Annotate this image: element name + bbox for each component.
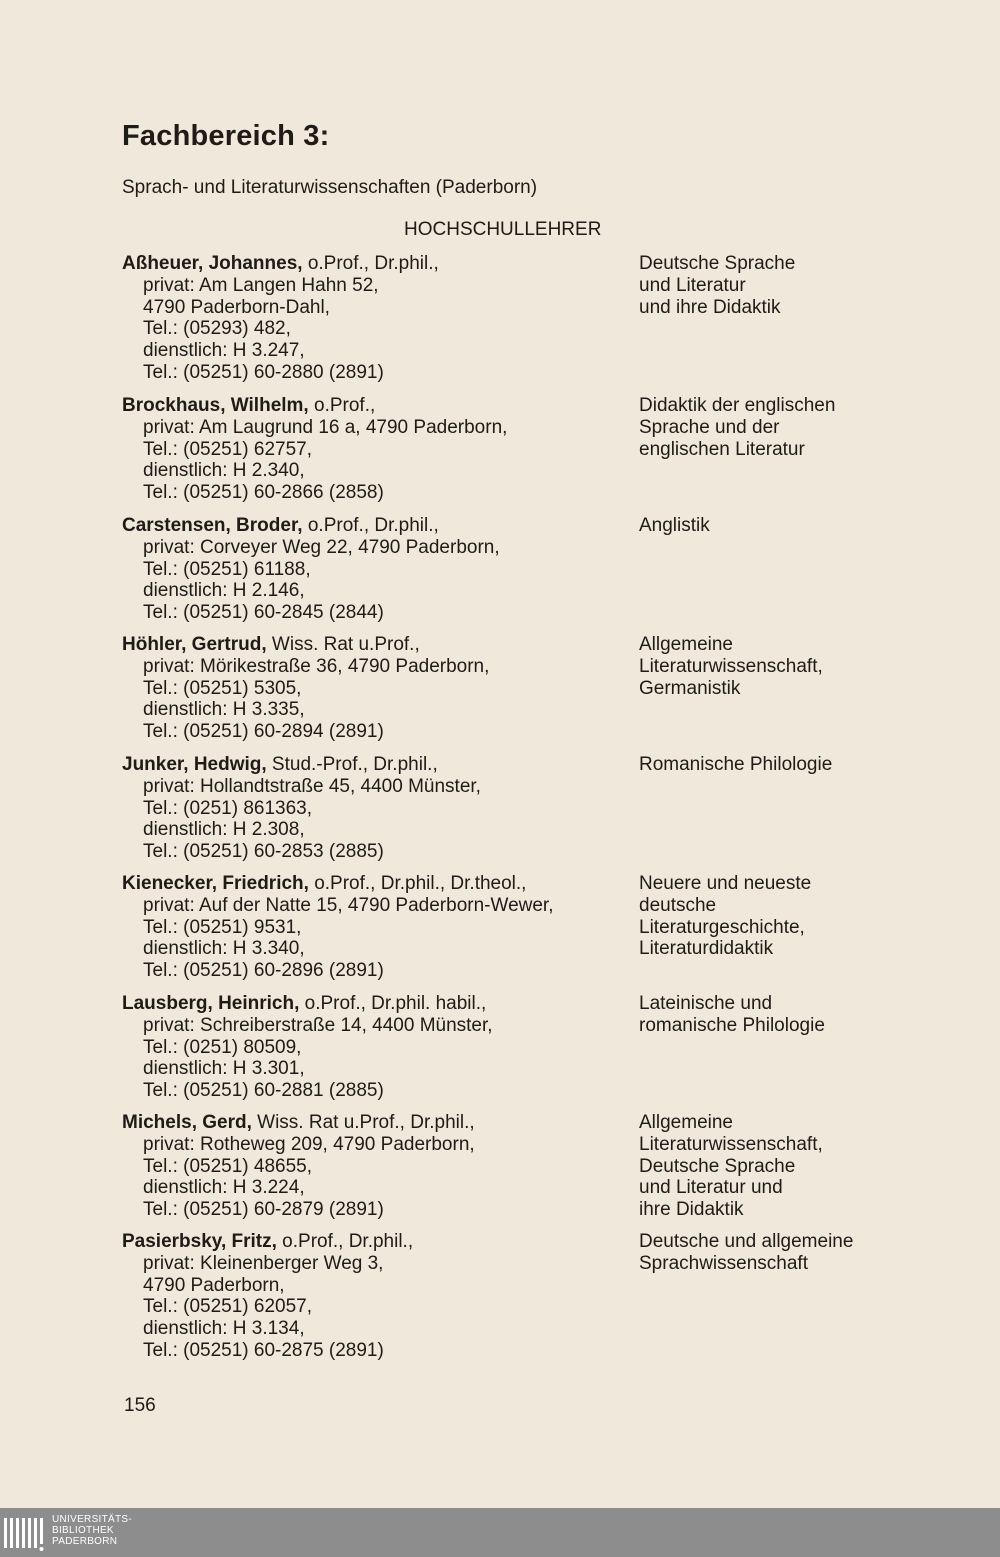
entry-name: Michels, Gerd, [122,1112,252,1133]
entry-title: o.Prof., Dr.phil. habil., [299,993,487,1014]
entry-field [639,1231,889,1275]
entry-line: 4790 Paderborn, [143,1274,285,1296]
field-line: Deutsche Sprache [639,1155,796,1177]
entry-line: dienstlich: H 3.134, [143,1318,305,1340]
entry-header [122,754,632,776]
entry-details [122,754,632,863]
entry-line: dienstlich: H 3.301, [143,1058,305,1080]
field-line: Lateinische und [639,993,773,1014]
entry-line: Tel.: (05251) 60-2880 (2891) [143,361,384,383]
library-name-line: UNIVERSITÄTS- [52,1514,133,1525]
entry-field [639,993,889,1037]
field-line: Allgemeine [639,634,733,655]
entry-line: dienstlich: H 2.308, [143,819,305,841]
entry-title: Stud.-Prof., Dr.phil., [266,754,438,775]
entry-line: Tel.: (05251) 61188, [143,558,311,580]
field-line: Germanistik [639,677,741,699]
entry-line: privat: Kleinenberger Weg 3, [143,1252,384,1274]
entry-title: o.Prof., Dr.phil., [276,1231,414,1252]
field-line: und Literatur und [639,1177,783,1199]
entry-line: privat: Schreiberstraße 14, 4400 Münster, [143,1014,493,1036]
entry-line: Tel.: (0251) 861363, [143,797,313,819]
entry-line: Tel.: (05251) 60-2853 (2885) [143,841,384,863]
field-line: Deutsche Sprache [639,253,796,274]
entry-name: Pasierbsky, Fritz, [122,1231,277,1252]
field-line: Literaturwissenschaft, [639,1133,823,1155]
field-line: und ihre Didaktik [639,296,781,318]
entry-line: Tel.: (05251) 60-2866 (2858) [143,482,384,504]
field-line: Sprachwissenschaft [639,1252,808,1274]
entry-line: privat: Am Langen Hahn 52, [143,274,379,296]
entry-field [639,395,889,460]
entry-line: dienstlich: H 3.335, [143,699,305,721]
entry-name: Aßheuer, Johannes, [122,253,303,274]
entry-field [639,1112,889,1221]
entry-line: privat: Corveyer Weg 22, 4790 Paderborn, [143,536,500,558]
field-line: englischen Literatur [639,438,805,460]
entry-title: o.Prof., [308,395,376,416]
entry-details [122,1112,632,1221]
entry-name: Brockhaus, Wilhelm, [122,395,309,416]
entry-line: privat: Mörikestraße 36, 4790 Paderborn, [143,655,490,677]
entry-title: o.Prof., Dr.phil., Dr.theol., [308,873,527,894]
field-line: ihre Didaktik [639,1199,744,1221]
entry-header [122,395,632,417]
entry-title: o.Prof., Dr.phil., [302,253,439,274]
entry-line: Tel.: (05251) 60-2894 (2891) [143,721,384,743]
entry-field [639,515,889,537]
field-line: Romanische Philologie [639,754,833,775]
field-line: und Literatur [639,274,746,296]
entry-line: Tel.: (05251) 5305, [143,677,302,699]
entry-line: Tel.: (0251) 80509, [143,1036,302,1058]
entry-line: dienstlich: H 3.224, [143,1177,305,1199]
entry-line: Tel.: (05251) 62057, [143,1296,313,1318]
entry-details [122,253,632,384]
entry-name: Carstensen, Broder, [122,515,303,536]
entry-header [122,515,632,537]
field-line: Literaturdidaktik [639,938,774,960]
entry-details [122,1231,632,1362]
entry-name: Junker, Hedwig, [122,754,267,775]
entry-line: privat: Auf der Natte 15, 4790 Paderborn-Wewer, [143,894,554,916]
entry-line: privat: Am Laugrund 16 a, 4790 Paderborn, [143,416,508,438]
entry-line: Tel.: (05251) 60-2875 (2891) [143,1339,384,1361]
entry-header [122,253,632,275]
entry-name: Kienecker, Friedrich, [122,873,309,894]
library-name [52,1514,132,1547]
entry-field [639,634,889,699]
entry-line: dienstlich: H 3.340, [143,938,305,960]
field-line: Literaturgeschichte, [639,916,805,938]
entry-line: privat: Rotheweg 209, 4790 Paderborn, [143,1133,475,1155]
entry-line: Tel.: (05293) 482, [143,318,291,340]
entry-line: Tel.: (05251) 60-2896 (2891) [143,960,384,982]
entry-name: Lausberg, Heinrich, [122,993,300,1014]
field-line: Anglistik [639,515,710,536]
entry-line: Tel.: (05251) 60-2881 (2885) [143,1080,384,1102]
entry-field [639,873,889,960]
entry-details [122,873,632,982]
entry-line: dienstlich: H 2.340, [143,460,305,482]
entry-details [122,515,632,624]
entry-details [122,395,632,504]
entry-line: Tel.: (05251) 9531, [143,916,302,938]
entry-details [122,634,632,743]
field-line: Didaktik der englischen [639,395,836,416]
entry-line: Tel.: (05251) 60-2879 (2891) [143,1199,384,1221]
entry-line: privat: Hollandtstraße 45, 4400 Münster, [143,775,481,797]
page-heading: Fachbereich 3: [122,120,330,152]
entry-line: Tel.: (05251) 60-2845 (2844) [143,602,384,624]
library-name-line: PADERBORN [52,1536,118,1547]
library-barcode-logo-icon [4,1514,44,1552]
entry-header [122,1112,632,1134]
page-subheading: Sprach- und Literaturwissenschaften (Paderborn) [122,177,538,198]
entry-header [122,993,632,1015]
library-name-line: BIBLIOTHEK [52,1525,114,1536]
entry-title: Wiss. Rat u.Prof., [266,634,420,655]
entry-title: Wiss. Rat u.Prof., Dr.phil., [251,1112,475,1133]
field-line: Literaturwissenschaft, [639,655,823,677]
entry-line: dienstlich: H 2.146, [143,580,305,602]
field-line: Deutsche und allgemeine [639,1231,854,1252]
field-line: Allgemeine [639,1112,733,1133]
field-line: Neuere und neueste [639,873,812,894]
entry-line: 4790 Paderborn-Dahl, [143,296,330,318]
entry-line: dienstlich: H 3.247, [143,340,305,362]
entry-line: Tel.: (05251) 48655, [143,1155,313,1177]
entry-header [122,1231,632,1253]
field-line: deutsche [639,894,717,916]
entry-title: o.Prof., Dr.phil., [302,515,439,536]
field-line: Sprache und der [639,416,780,438]
entry-name: Höhler, Gertrud, [122,634,267,655]
section-label: HOCHSCHULLEHRER [404,219,602,240]
field-line: romanische Philologie [639,1014,825,1036]
entry-field [639,253,889,318]
entry-details [122,993,632,1102]
entry-header [122,873,632,895]
entry-line: Tel.: (05251) 62757, [143,438,313,460]
entry-field [639,754,889,776]
library-footer [0,1508,1000,1557]
page-number: 156 [124,1395,156,1416]
entry-header [122,634,632,656]
